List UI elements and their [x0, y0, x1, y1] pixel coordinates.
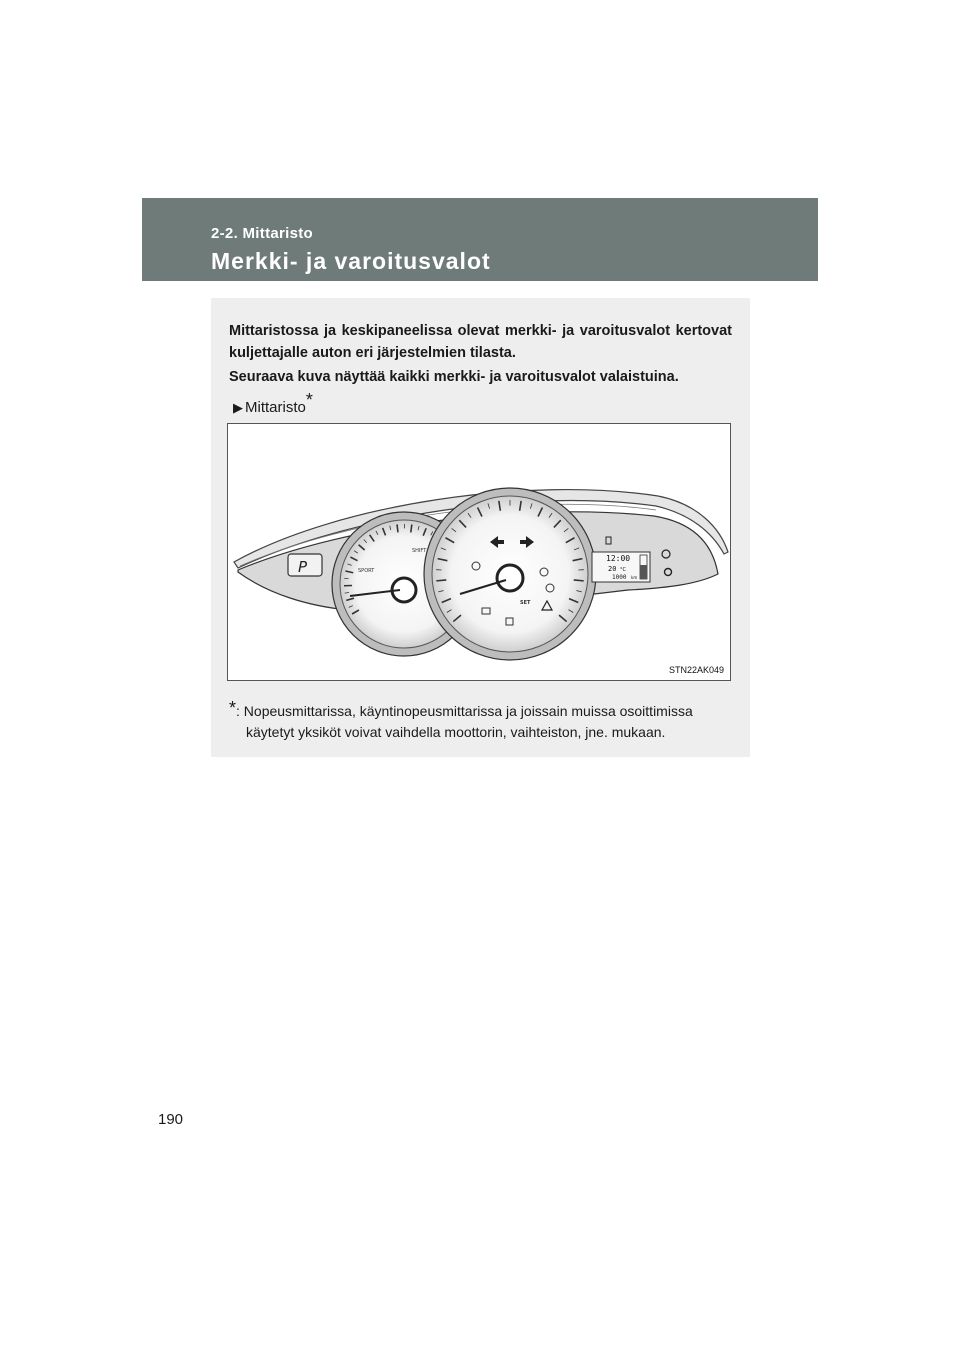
dial-tick [397, 524, 398, 532]
instrument-cluster-figure [227, 423, 731, 681]
shift-label: SHIFT [412, 548, 427, 554]
chapter-header [142, 198, 818, 281]
set-label: SET [520, 600, 531, 606]
speedometer-hub [497, 565, 523, 591]
sub-section-label: Mittaristo [245, 399, 306, 416]
footnote-line-1: : Nopeusmittarissa, käyntinopeusmittarissa ja joissain muissa osoittimissa [236, 703, 693, 719]
page-title: Merkki- ja varoitusvalot [211, 248, 491, 274]
sub-section-marker: * [305, 390, 313, 410]
shift-indicator-letter: P [298, 558, 308, 576]
dial-tick [436, 580, 446, 581]
triangle-bullet-icon: ▶ [233, 400, 243, 415]
footnote-marker: * [229, 698, 237, 718]
sport-label: SPORT [358, 568, 375, 574]
intro-paragraph: Mittaristossa ja keskipaneelissa olevat merkki- ja varoitusvalot kertovat kuljettajalle auton eri järjestelmien tilasta. [229, 323, 732, 361]
fuel-gauge-fill [640, 565, 647, 579]
instrument-cluster-illustration [228, 424, 732, 682]
info-panel [211, 298, 750, 757]
figure-code: STN22AK049 [668, 665, 724, 675]
sub-section-heading [233, 388, 313, 420]
section-label: 2-2. Mittaristo [211, 225, 314, 242]
display-odo-unit: km [631, 575, 638, 580]
footnote [229, 698, 734, 743]
page-number: 190 [158, 1111, 184, 1128]
display-temp-unit: °C [620, 567, 626, 573]
intro-paragraph-2: Seuraava kuva näyttää kaikki merkki- ja varoitusvalot valaistuina. [229, 369, 679, 385]
dial-tick [411, 525, 412, 533]
display-odo: 1000 [612, 574, 627, 581]
display-time: 12:00 [606, 554, 631, 563]
dial-tick [574, 580, 584, 581]
footnote-line-2: käytetyt yksiköt voivat vaihdella moottorin, vaihteiston, jne. mukaan. [246, 724, 666, 740]
display-temp: 20 [608, 565, 617, 573]
